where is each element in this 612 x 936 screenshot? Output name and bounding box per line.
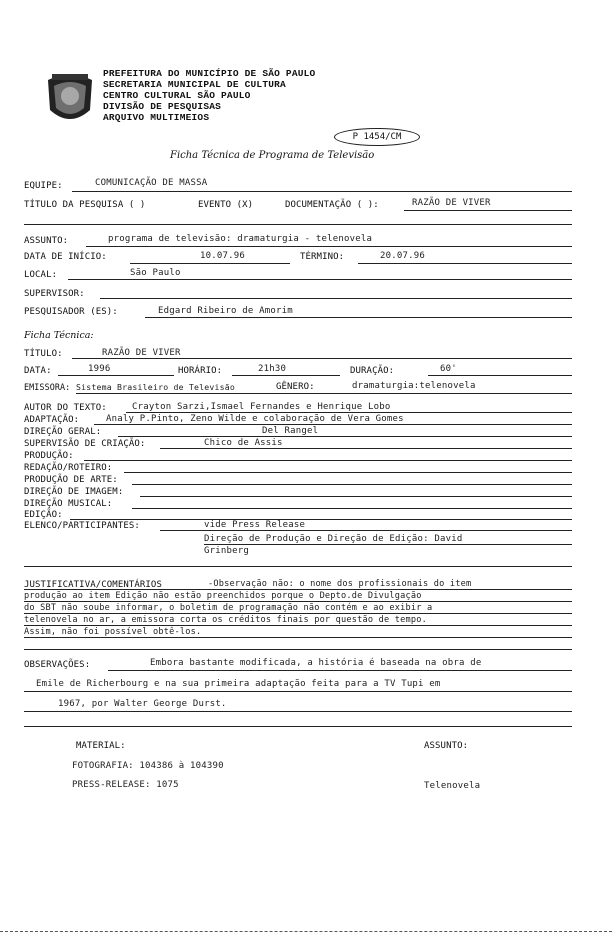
observacoes-line-2: Emile de Richerbourg e na sua primeira adaptação feita para a TV Tupi em (36, 679, 441, 689)
header-line-1: PREFEITURA DO MUNICÍPIO DE SÃO PAULO (103, 68, 316, 79)
coat-of-arms-seal (44, 70, 96, 128)
header-line-3: CENTRO CULTURAL SÃO PAULO (103, 90, 251, 101)
page-title: Ficha Técnica de Programa de Televisão (170, 150, 375, 161)
horario-label: HORÁRIO: (178, 366, 223, 376)
elenco-value-2: Direção de Produção e Direção de Edição: David (204, 534, 463, 544)
supervisao-label: SUPERVISÃO DE CRIAÇÃO: (24, 439, 146, 449)
evento-label: EVENTO (X) (198, 200, 254, 210)
emissora-value: Sistema Brasileiro de Televisão (76, 382, 236, 392)
justificativa-line-2: produção ao item Edição não estão preenchidos porque o Depto.de Divulgação (24, 591, 422, 601)
justificativa-line-4: telenovela no ar, a emissora corta os créditos finais por questão de tempo. (24, 615, 428, 625)
press-release-value: PRESS-RELEASE: 1075 (72, 780, 179, 790)
duracao-value: 60' (440, 364, 457, 374)
titulo-value: RAZÃO DE VIVER (102, 348, 181, 358)
autor-value: Crayton Sarzi,Ismael Fernandes e Henrique Lobo (132, 402, 391, 412)
justificativa-line-5: Assim, não foi possível obtê-los. (24, 627, 202, 637)
adaptacao-value: Analy P.Pinto, Zeno Wilde e colaboração de Vera Gomes (106, 414, 404, 424)
archive-stamp: P 1454/CM (334, 128, 420, 146)
header-line-5: ARQUIVO MULTIMEIOS (103, 112, 210, 123)
redacao-label: REDAÇÃO/ROTEIRO: (24, 463, 113, 473)
horario-value: 21h30 (258, 364, 287, 374)
footer-assunto-value: Telenovela (424, 781, 481, 791)
data-inicio-label: DATA DE INÍCIO: (24, 252, 107, 262)
documentacao-label: DOCUMENTAÇÃO ( ): (285, 200, 379, 210)
assunto-label: ASSUNTO: (24, 236, 69, 246)
fotografia-value: FOTOGRAFIA: 104386 à 104390 (72, 761, 224, 771)
titulo-label: TÍTULO: (24, 349, 63, 359)
assunto-value: programa de televisão: dramaturgia - telenovela (108, 234, 373, 244)
producao-arte-label: PRODUÇÃO DE ARTE: (24, 475, 118, 485)
footer-assunto-label: ASSUNTO: (424, 741, 469, 751)
direcao-imagem-label: DIREÇÃO DE IMAGEM: (24, 487, 124, 497)
supervisor-label: SUPERVISOR: (24, 289, 85, 299)
observacoes-label: OBSERVAÇÕES: (24, 660, 91, 670)
pesquisador-label: PESQUISADOR (ES): (24, 307, 118, 317)
termino-value: 20.07.96 (380, 251, 425, 261)
direcao-geral-value: Del Rangel (262, 426, 319, 436)
equipe-label: EQUIPE: (24, 181, 63, 191)
data-inicio-value: 10.07.96 (200, 251, 245, 261)
local-value: São Paulo (130, 268, 181, 278)
elenco-value-1: vide Press Release (204, 520, 306, 530)
header-line-2: SECRETARIA MUNICIPAL DE CULTURA (103, 79, 286, 90)
header-line-4: DIVISÃO DE PESQUISAS (103, 101, 222, 112)
justificativa-line-3: do SBT não soube informar, o boletim de programação não contém e ao exibir a (24, 603, 433, 613)
titulo-pesquisa-value: RAZÃO DE VIVER (412, 198, 491, 208)
producao-label: PRODUÇÃO: (24, 451, 74, 461)
elenco-label: ELENCO/PARTICIPANTES: (24, 521, 140, 531)
justificativa-line-1: -Observação não: o nome dos profissionais do item (208, 579, 472, 589)
termino-label: TÉRMINO: (300, 252, 345, 262)
local-label: LOCAL: (24, 270, 58, 280)
adaptacao-label: ADAPTAÇÃO: (24, 415, 80, 425)
direcao-musical-label: DIREÇÃO MUSICAL: (24, 499, 113, 509)
ficha-heading: Ficha Técnica: (24, 330, 94, 341)
pesquisador-value: Edgard Ribeiro de Amorim (158, 306, 293, 316)
equipe-value: COMUNICAÇÃO DE MASSA (95, 178, 208, 188)
elenco-value-3: Grinberg (204, 546, 249, 556)
autor-label: AUTOR DO TEXTO: (24, 403, 107, 413)
observacoes-line-3: 1967, por Walter George Durst. (58, 699, 227, 709)
genero-label: GÊNERO: (276, 382, 315, 392)
direcao-geral-label: DIREÇÃO GERAL: (24, 427, 102, 437)
supervisao-value: Chico de Assis (204, 438, 283, 448)
duracao-label: DURAÇÃO: (350, 366, 395, 376)
edicao-label: EDIÇÃO: (24, 510, 63, 520)
genero-value: dramaturgia:telenovela (352, 381, 476, 391)
data-value: 1996 (88, 364, 111, 374)
material-label: MATERIAL: (76, 741, 126, 751)
observacoes-line-1: Embora bastante modificada, a história é baseada na obra de (150, 658, 482, 668)
titulo-pesquisa-label: TÍTULO DA PESQUISA ( ) (24, 200, 146, 210)
justificativa-label: JUSTIFICATIVA/COMENTÁRIOS (24, 580, 162, 590)
data-label: DATA: (24, 366, 52, 376)
emissora-label: EMISSORA: (24, 382, 71, 392)
